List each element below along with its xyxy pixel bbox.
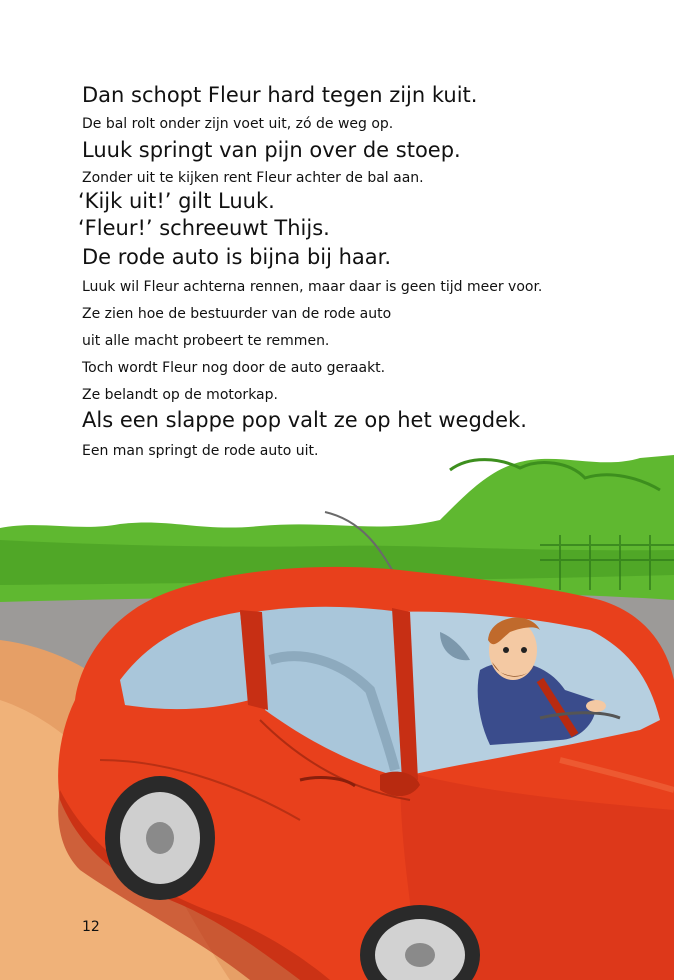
story-line: Zonder uit te kijken rent Fleur achter de bal aan. — [82, 170, 424, 186]
story-line: Luuk wil Fleur achterna rennen, maar daar is geen tijd meer voor. — [82, 279, 543, 295]
story-line: De bal rolt onder zijn voet uit, zó de weg op. — [82, 116, 394, 132]
story-line: Luuk springt van pijn over de stoep. — [82, 138, 461, 162]
red-car-illustration — [0, 440, 674, 980]
story-line: Als een slappe pop valt ze op het wegdek. — [82, 408, 527, 432]
story-line: uit alle macht probeert te remmen. — [82, 333, 330, 349]
rear-wheel — [105, 776, 215, 900]
page-number: 12 — [82, 919, 100, 935]
story-line: Toch wordt Fleur nog door de auto geraakt. — [82, 360, 386, 376]
story-line: Een man springt de rode auto uit. — [82, 443, 319, 459]
story-line: Dan schopt Fleur hard tegen zijn kuit. — [82, 83, 478, 107]
story-line: ‘Kijk uit!’ gilt Luuk. — [78, 189, 275, 213]
story-line: ‘Fleur!’ schreeuwt Thijs. — [78, 216, 330, 240]
story-line: Ze zien hoe de bestuurder van de rode auto — [82, 306, 392, 322]
story-line: De rode auto is bijna bij haar. — [82, 245, 392, 269]
story-line: Ze belandt op de motorkap. — [82, 387, 278, 403]
